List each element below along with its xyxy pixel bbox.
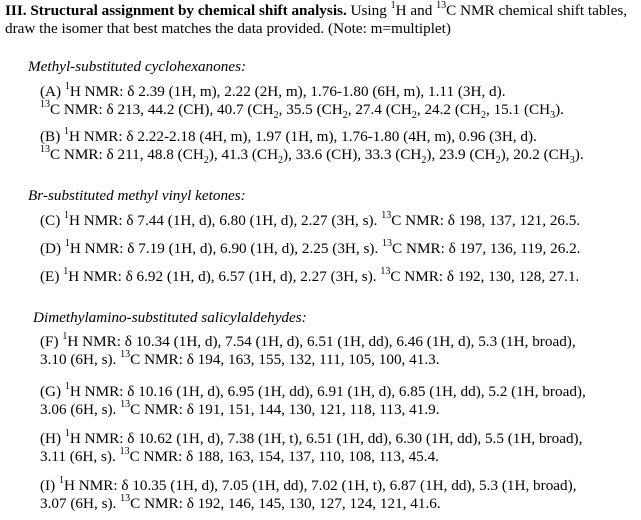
entry-b [40,125,635,167]
entry-h: (H) $^1$H NMR: δ 10.62 (1H, d), 7.38 (1H, t), 6.51 (1H, dd), 6.30 (1H, dd), 5.5 (1H, broad), 3.11 (6H, s). $^{13}$C NMR: δ 188, 163, 154, 137, 110, 108, 113, 45.4. [40,427,583,465]
entry-c: (C) $^1$H NMR: δ 7.44 (1H, d), 6.80 (1H, d), 2.27 (3H, s). $^{13}$C NMR: δ 198, 137, 121, 26.5. [40,209,581,229]
entry-a [40,80,635,122]
section-title-salicylaldehydes: Dimethylamino-substituted salicylaldehydes: [33,309,307,326]
problem-title: III. Structural assignment by chemical shift analysis. [5,2,347,19]
entry-f: (F) $^1$H NMR: δ 10.34 (1H, d), 7.54 (1H, d), 6.51 (1H, dd), 6.46 (1H, d), 5.3 (1H, broad), 3.10 (6H, s). $^{13}$C NMR: δ 194, 163, 155, 132, 111, 105, 100, 41.3. [40,330,576,368]
section-title-vinyl-ketones: Br-substituted methyl vinyl ketones: [28,187,246,204]
entry-a-h-nmr: (A) $^1$H NMR: δ 2.39 (1H, m), 2.22 (2H, m), 1.76-1.80 (6H, m), 1.11 (3H, d). [40,80,506,100]
section-title-cyclohexanones: Methyl-substituted cyclohexanones: [28,58,247,75]
entry-d: (D) $^1$H NMR: δ 7.19 (1H, d), 6.90 (1H, d), 2.25 (3H, s). $^{13}$C NMR: δ 197, 136, 119, 26.2. [40,237,581,257]
entry-a-c-nmr: $^{13}$C NMR: δ 213, 44.2 (CH), 40.7 ($CH_2$, 35.5 ($CH_2$, 27.4 ($CH_2$, 24.2 ($CH_2$, 15.1 $(CH_3)$. [40,98,564,122]
entry-e: (E) $^1$H NMR: δ 6.92 (1H, d), 6.57 (1H, d), 2.27 (3H, s). $^{13}$C NMR: δ 192, 130, 128, 27.1. [40,265,580,285]
entry-g: (G) $^1$H NMR: δ 10.16 (1H, d), 6.95 (1H, dd), 6.91 (1H, d), 6.85 (1H, dd), 5.2 (1H, broad), 3.06 (6H, s). $^{13}$C NMR: δ 191, 151, 144, 130, 121, 118, 113, 41.9. [40,380,586,418]
entry-b-h-nmr: (B) $^1$H NMR: δ 2.22-2.18 (4H, m), 1.97 (1H, m), 1.76-1.80 (4H, m), 0.96 (3H, d). [40,125,537,145]
entry-i: (I) $^1$H NMR: δ 10.35 (1H, d), 7.05 (1H, dd), 7.02 (1H, t), 6.87 (1H, dd), 5.3 (1H, broad), 3.07 (6H, s). $^{13}$C NMR: δ 192, 146, 145, 130, 127, 124, 121, 41.6. [40,474,577,512]
problem-header: III. Structural assignment by chemical shift analysis. Using $^1$H and $^{13}$C NMR chemical shift tables, draw the isomer that best matches the data provided. (Note: m=multiplet) [5,0,628,37]
entry-b-c-nmr: $^{13}$C NMR: δ 211, 48.8 $(CH_2)$, 41.3 $(CH_2)$, 33.6 (CH), 33.3 $(CH_2)$, 23.9 $(CH_2)$, 20.2 $(CH_3)$. [40,143,584,167]
